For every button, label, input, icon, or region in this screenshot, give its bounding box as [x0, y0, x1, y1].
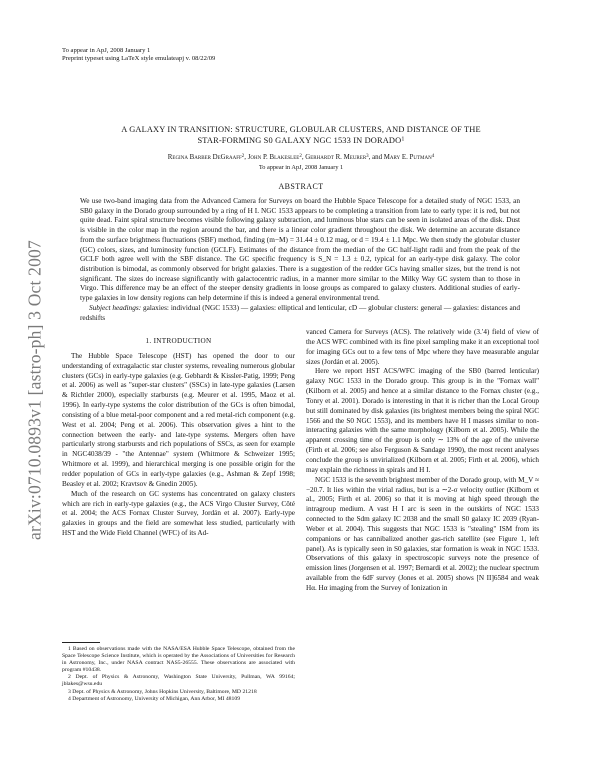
arxiv-sidebar — [20, 200, 50, 580]
subject-headings — [80, 303, 520, 322]
abstract-body: We use two-band imaging data from the Advanced Camera for Surveys on board the Hubble Space Telescope for a detailed study of NGC 1533, an SB0 galaxy in the Dorado group surrounded by a ring of H I. NGC 1533 appears to be completing a transition from late to early type: it is red, but not quite dead. Faint spiral structure becomes visible following galaxy subtraction, and luminous blue stars can be seen in isolated areas of the disk. Dust is visible in the color map in the region around the bar, and there is a linear color gradient throughout the disk. We determine an accurate distance from the surface brightness fluctuations (SBF) method, finding (m−M) = 31.44 ± 0.12 mag, or d = 19.4 ± 1.1 Mpc. We then study the globular cluster (GC) colors, sizes, and luminosity function (GCLF). Estimates of the distance from the median of the GC half-light radii and from the peak of the GCLF both agree well with the SBF distance. The GC specific frequency is S_N = 1.3 ± 0.2, typical for an early-type disk galaxy. The color distribution is bimodal, as commonly observed for bright galaxies. There is a suggestion of the redder GCs having smaller sizes, but the trend is not significant. The sizes do increase significantly with galactocentric radius, in a manner more similar to the Milky Way GC system than to those in Virgo. This difference may be an effect of the steeper density gradients in loose groups as compared to galaxy clusters. Additional studies of early-type galaxies in low density regions can help determine if this is indeed a general environmental trend. — [80, 196, 520, 303]
abstract-block — [80, 196, 520, 323]
paper-title — [62, 124, 540, 146]
title-line-2 — [62, 135, 540, 146]
intro-paragraph-2: Much of the research on GC systems has concentrated on galaxy clusters which are rich in early-type galaxies (e.g., the ACS Virgo Cluster Survey, Côté et al. 2004; the ACS Fornax Cluster Survey, Jordán et al. 2007). Early-type galaxies in groups and the field are somewhat less studied, particularly with HST and the Wide Field Channel (WFC) of its Ad- — [62, 489, 295, 538]
author-sep-2: , — [301, 154, 306, 161]
author-1-mark: 2 — [241, 154, 245, 160]
right-paragraph-1: vanced Camera for Surveys (ACS). The relatively wide (3.′4) field of view of the ACS WFC combined with its fine pixel sampling make it an exceptional tool for imaging GCs out to a few tens of Mpc where they have measurable angular sizes (Jordán et al. 2005). — [306, 328, 539, 366]
author-2-mark: 2 — [299, 154, 302, 160]
author-3-mark: 3 — [366, 154, 369, 160]
author-4-mark: 4 — [431, 154, 435, 160]
footnotes — [62, 646, 295, 703]
subject-headings-label: Subject headings: — [89, 303, 142, 313]
title-line-2-text: STAR-FORMING S0 GALAXY NGC 1533 IN DORADO — [197, 136, 402, 145]
subject-headings-text: galaxies: individual (NGC 1533) — galaxies: elliptical and lenticular, cD — globular clusters: general — galaxies: distances and redshifts — [80, 303, 520, 322]
header-preprint-line: Preprint typeset using LaTeX style emulateapj v. 08/22/09 — [62, 55, 216, 62]
author-4: Mary E. Putman — [383, 154, 432, 161]
right-paragraph-2: Here we report HST ACS/WFC imaging of the SB0 (barred lenticular) galaxy NGC 1533 in the Dorado group. This group is in the "Fornax wall" (Kilborn et al. 2005) and hence at a similar distance to the Fornax cluster (e.g., Tonry et al. 2001). Dorado is interesting in that it is richer than the Local Group but still dominated by disk galaxies (its brightest members being the spiral NGC 1566 and the S0 NGC 1553), and its members have H I masses similar to non-interacting galaxies with the same morphology (Kilborn et al. 2005). While the apparent crossing time of the group is only ∼ 13% of the age of the universe (Firth et al. 2006; see also Ferguson & Sandage 1990), the most recent analyses conclude the group is unvirialized (Kilborn et al. 2005; Firth et al. 2006), which may explain the richness in spirals and H I. — [306, 367, 539, 474]
author-list — [62, 153, 540, 162]
title-line-1: A GALAXY IN TRANSITION: STRUCTURE, GLOBULAR CLUSTERS, AND DISTANCE OF THE — [121, 125, 481, 134]
header-appear-line: To appear in ApJ, 2008 January 1 — [62, 47, 151, 54]
footnote-4: 4 Department of Astronomy, University of Michigan, Ann Arbor, MI 48109 — [68, 695, 241, 702]
section-heading-introduction: 1. INTRODUCTION — [145, 337, 212, 345]
author-sep-1: , — [244, 154, 248, 161]
footnote-2: 2 Dept. of Physics & Astronomy, Washington State University, Pullman, WA 99164; jblakes@wsu.edu — [62, 674, 295, 688]
intro-paragraph-1: The Hubble Space Telescope (HST) has opened the door to our understanding of extragalactic star cluster systems, revealing numerous globular clusters (GCs) in early-type galaxies (e.g. Gebhardt & Kissler-Patig, 1999; Peng et al. 2006) as well as "super-star clusters" (SSCs) in late-type galaxies (Larsen & Richtler 2000), especially starbursts (e.g. Meurer et al. 1995, Maoz et al. 1996). In early-type systems the color distribution of the GCs is often bimodal, consisting of a blue metal-poor component and a red metal-rich component (e.g. West et al. 2004; Peng et al. 2006). This observation gives a hint to the connection between the early- and late-type systems. Mergers often have particularly strong starbursts and rich populations of SSCs, as seen for example in NGC4038/39 - "the Antennae" system (Whitmore & Schweizer 1995; Whitmore et al. 1999), and hierarchical merging is one possible origin for the redder population of GCs in early-type galaxies (e.g., Ashman & Zepf 1998; Beasley et al. 2002; Kravtsov & Gnedin 2005). — [62, 351, 295, 488]
footnote-rule — [62, 642, 100, 643]
abstract-heading: ABSTRACT — [278, 182, 324, 191]
right-column — [306, 328, 539, 594]
author-2: John P. Blakeslee — [247, 154, 300, 161]
footnote-1: 1 Based on observations made with the NASA/ESA Hubble Space Telescope, obtained from the Space Telescope Science Institute, which is operated by the Associations of Universities for Research in Astronomy, Inc., under NASA contract NAS5-26555. These observations are associated with program #10438. — [62, 646, 295, 674]
right-paragraph-3: NGC 1533 is the seventh brightest member of the Dorado group, with M_V ≈ −20.7. It lies within the virial radius, but is a ∼2-σ velocity outlier (Kilborn et al., 2005; Firth et al. 2006) so that it is moving at high speed through the intragroup medium. A vast H I arc is seen in the outskirts of NGC 1533 connected to the Sdm galaxy IC 2038 and the small S0 galaxy IC 2039 (Ryan-Weber et al. 2004). This suggests that NGC 1533 is "stealing" ISM from its companions or has cannibalized another gas-rich satellite (see Figure 1, left panel). As is typically seen in S0 galaxies, star formation is weak in NGC 1533. Observations of this galaxy in spectroscopic surveys note the presence of emission lines (Jorgensen et al. 1997; Bernardi et al. 2002); the nuclear spectrum available from the 6dF survey (Jones et al. 2005) shows [N II]6584 and weak Hα. Hα imaging from the Survey of Ionization in — [306, 475, 539, 592]
footnote-3: 3 Dept. of Physics & Astronomy, Johns Hopkins University, Baltimore, MD 21218 — [68, 688, 257, 695]
author-3: Gerhardt R. Meurer — [305, 154, 367, 161]
title-footnote-mark: 1 — [401, 136, 405, 143]
appear-line: To appear in ApJ, 2008 January 1 — [258, 164, 344, 171]
arxiv-identifier: arXiv:0710.0893v1 [astro-ph] 3 Oct 2007 — [24, 240, 45, 540]
left-column — [62, 337, 295, 539]
running-header — [62, 47, 215, 63]
author-sep-3: , and — [368, 154, 384, 161]
author-1: Regina Barber DeGraaff — [167, 154, 242, 161]
